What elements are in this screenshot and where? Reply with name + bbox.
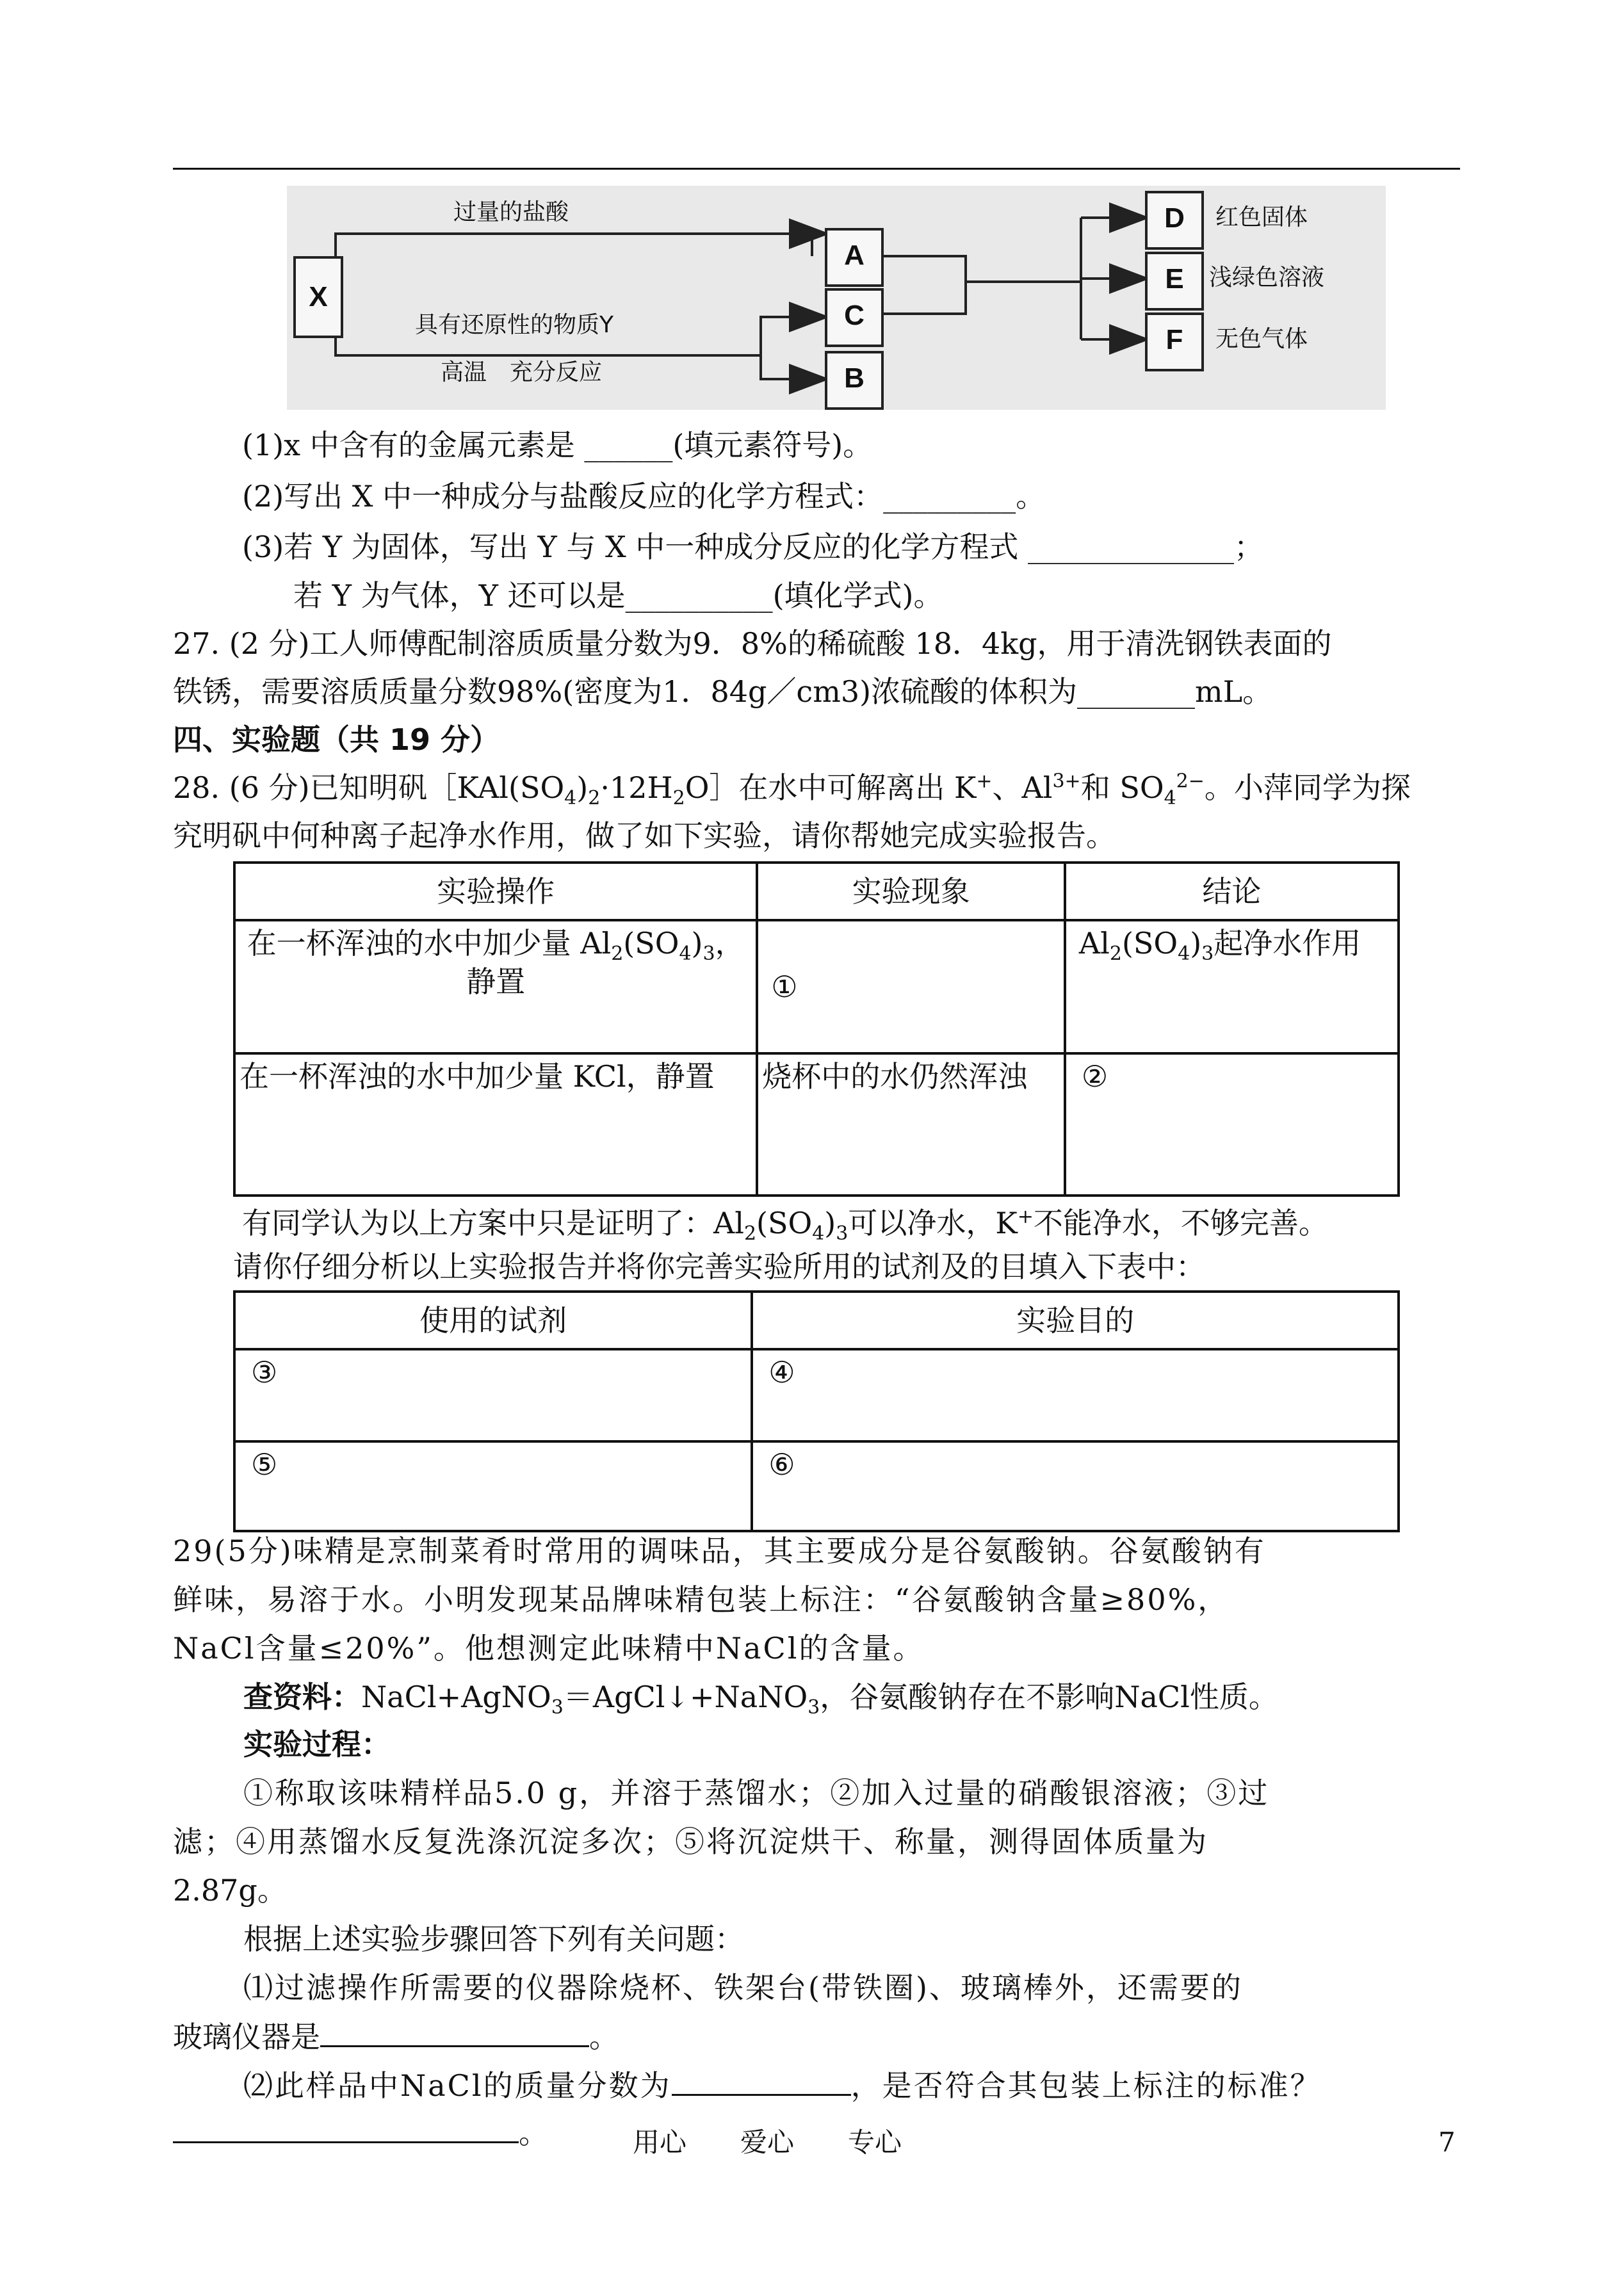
- q26-part2: (2)写出 X 中一种成分与盐酸反应的化学方程式：_________。: [242, 479, 1046, 514]
- blank-standard[interactable]: [173, 2113, 519, 2143]
- q27-line1: 27. (2 分)工人师傅配制溶质质量分数为9．8%的稀硫酸 18．4kg，用于清洗钢铁表面的: [173, 626, 1332, 661]
- t1-header-operation: 实验操作: [234, 863, 757, 920]
- page-number: 7: [1438, 2127, 1456, 2158]
- box-x: X: [293, 256, 343, 338]
- t1-header-conclusion: 结论: [1065, 863, 1399, 920]
- q29-answer1a: ⑴过滤操作所需要的仪器除烧杯、铁架台(带铁圈)、玻璃棒外，还需要的: [243, 1970, 1243, 2005]
- t2-r2-purpose: ⑥: [752, 1441, 1399, 1531]
- box-e: E: [1145, 252, 1204, 311]
- box-c: C: [825, 288, 884, 347]
- t1-r1-phenomenon: ①: [757, 920, 1065, 1053]
- box-a: A: [825, 228, 884, 287]
- q29-step3: 2.87g。: [173, 1873, 287, 1908]
- t1-r1-operation: 在一杯浑浊的水中加少量 $Al_2(SO_4)_3$， 静置: [234, 920, 757, 1053]
- section-heading: 四、实验题（共 19 分）: [173, 722, 500, 757]
- box-b: B: [825, 351, 884, 410]
- blank-mass-fraction[interactable]: [672, 2066, 851, 2096]
- q27-line2: 铁锈，需要溶质质量分数98%(密度为1．84g／cm3)浓硫酸的体积为________mL。: [173, 674, 1272, 709]
- label-d: 红色固体: [1215, 204, 1308, 231]
- q28-line1: 28. (6 分)已知明矾$[KAl(SO_4)_2\cdot 12H_2O]$在水中可解离出 K+、$Al^{3+}$和 $SO_4^{2-}$。小萍同学为探: [173, 770, 1411, 810]
- box-f: F: [1145, 312, 1204, 371]
- q29-line2: 鲜味，易溶于水。小明发现某品牌味精包装上标注：“谷氨酸钠含量≥80%，: [173, 1582, 1230, 1617]
- t2-r1-reagent: ③: [234, 1349, 752, 1441]
- q29-answer2b: 。: [173, 2113, 548, 2152]
- q29-step1: ①称取该味精样品5.0 g，并溶于蒸馏水；②加入过量的硝酸银溶液；③过: [243, 1776, 1270, 1810]
- q29-line3: NaCl含量≤20%”。他想测定此味精中NaCl的含量。: [173, 1631, 925, 1666]
- t2-r2-reagent: ⑤: [234, 1441, 752, 1531]
- q29-line1: 29(5分)味精是烹制菜肴时常用的调味品，其主要成分是谷氨酸钠。谷氨酸钠有: [173, 1534, 1266, 1568]
- box-d: D: [1145, 191, 1204, 250]
- q29-info: 查资料：NaCl+AgNO$_3$＝AgCl↓+NaNO$_3$，谷氨酸钠存在不影响NaCl性质。: [243, 1680, 1278, 1719]
- t2-r1-purpose: ④: [752, 1349, 1399, 1441]
- t1-header-phenomenon: 实验现象: [757, 863, 1065, 920]
- t2-header-reagent: 使用的试剂: [234, 1292, 752, 1349]
- t1-r1-conclusion: $Al_2(SO_4)_3$起净水作用: [1065, 920, 1399, 1053]
- info-label: 查资料：: [243, 1680, 361, 1714]
- t1-r2-operation: 在一杯浑浊的水中加少量 KCl，静置: [234, 1053, 757, 1196]
- q26-part3: (3)若 Y 为固体，写出 Y 与 X 中一种成分反应的化学方程式 ______________；: [242, 530, 1263, 564]
- experiment-table: [233, 861, 1400, 1197]
- blank-apparatus[interactable]: [320, 2017, 589, 2047]
- q29-answer1b: 玻璃仪器是 。: [173, 2017, 619, 2056]
- q29-process-label: 实验过程：: [243, 1727, 391, 1762]
- footer-motto: 用心 爱心 专心: [633, 2127, 902, 2158]
- label-e: 浅绿色溶液: [1209, 264, 1325, 291]
- t1-r2-phenomenon: 烧杯中的水仍然浑浊: [757, 1053, 1065, 1196]
- q26-part1: (1)x 中含有的金属元素是 ______(填元素符号)。: [242, 428, 873, 462]
- q28-mid-line2: 请你仔细分析以上实验报告并将你完善实验所用的试剂及的目填入下表中：: [233, 1249, 1205, 1284]
- header-rule: [173, 168, 1460, 170]
- flow-diagram: [287, 186, 1386, 410]
- q29-answer2a: ⑵此样品中NaCl的质量分数为 ，是否符合其包装上标注的标准？: [243, 2066, 1322, 2105]
- t1-r2-conclusion: ②: [1065, 1053, 1399, 1196]
- q28-line2: 究明矾中何种离子起净水作用，做了如下实验，请你帮她完成实验报告。: [173, 818, 1116, 853]
- label-f: 无色气体: [1215, 326, 1308, 352]
- q28-mid-line1: 有同学认为以上方案中只是证明了：$Al_2(SO_4)_3$可以净水，K+不能净水，不够完善。: [242, 1205, 1328, 1245]
- q26-part4: 若 Y 为气体，Y 还可以是__________(填化学式)。: [293, 578, 943, 613]
- t2-header-purpose: 实验目的: [752, 1292, 1399, 1349]
- q29-step2: 滤；④用蒸馏水反复洗涤沉淀多次；⑤将沉淀烘干、称量，测得固体质量为: [173, 1824, 1208, 1859]
- label-condition: 高温 充分反应: [441, 359, 603, 385]
- label-hcl: 过量的盐酸: [453, 199, 569, 225]
- reagent-table: [233, 1290, 1400, 1532]
- q29-ask: 根据上述实验步骤回答下列有关问题：: [243, 1922, 744, 1956]
- label-y: 具有还原性的物质Y: [415, 312, 613, 338]
